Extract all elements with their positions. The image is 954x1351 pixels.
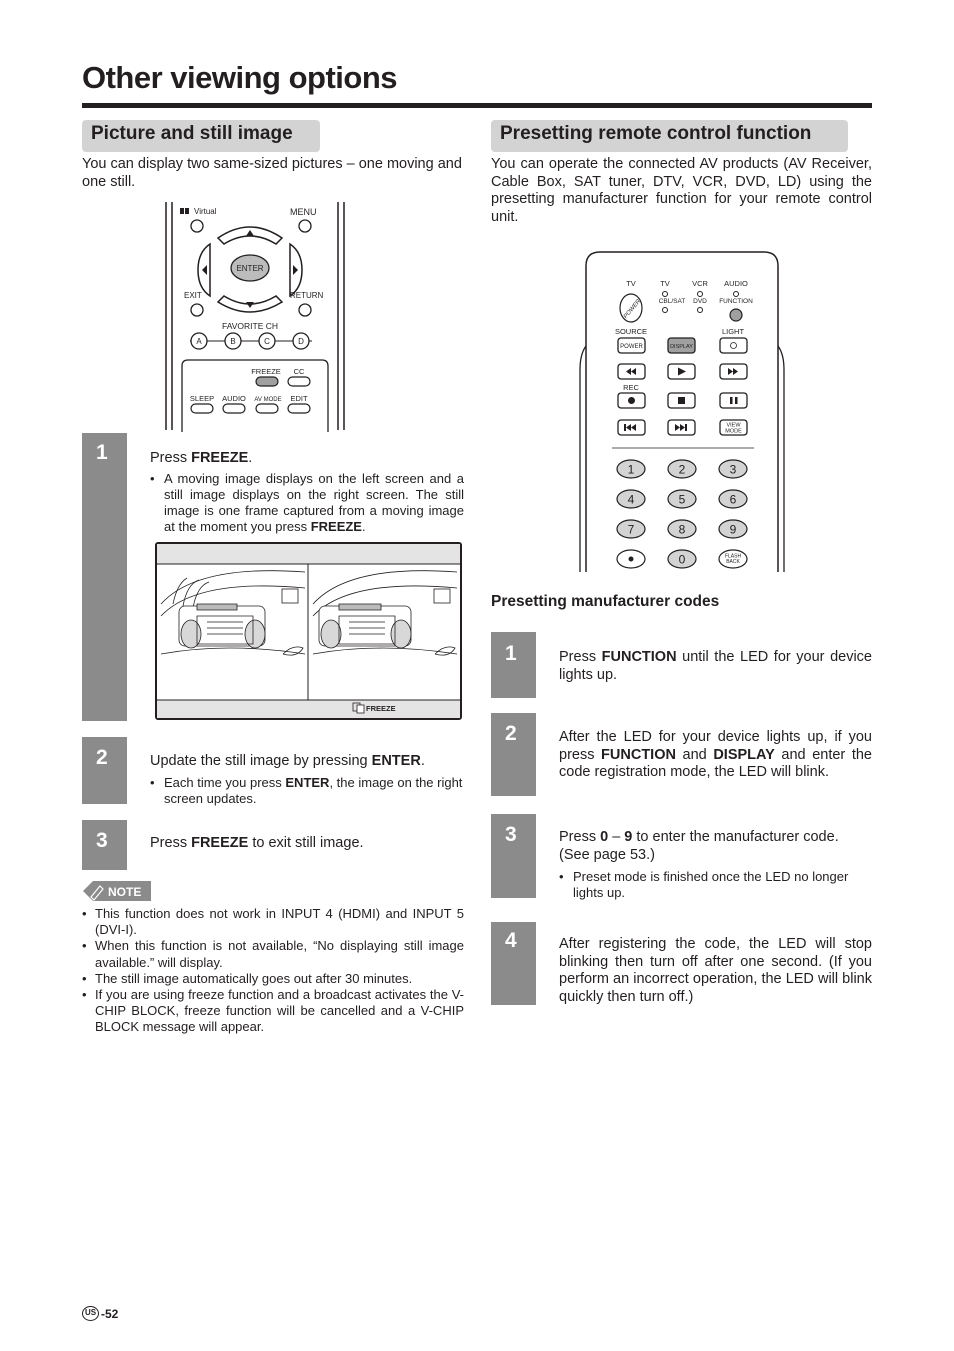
section-heading-picture-still: Picture and still image <box>82 120 320 152</box>
remote-label-favorite: FAVORITE CH <box>221 321 279 331</box>
svg-text:6: 6 <box>729 492 737 507</box>
svg-text:9: 9 <box>729 522 737 537</box>
svg-text:TV: TV <box>660 279 670 288</box>
screen-freeze-label: FREEZE <box>366 704 396 713</box>
page-number <box>82 1306 118 1321</box>
svg-text:CBL/SAT: CBL/SAT <box>658 298 686 305</box>
svg-text:7: 7 <box>627 522 635 537</box>
left-step-2-text: Update the still image by pressing ENTER. <box>150 753 425 769</box>
sleep-button <box>191 404 213 413</box>
freeze-screen-illustration <box>155 542 462 720</box>
svg-text:0: 0 <box>678 552 686 567</box>
audio-button <box>223 404 245 413</box>
exit-button <box>191 304 203 316</box>
svg-text:POWER: POWER <box>622 298 643 320</box>
remote-label-menu: MENU <box>290 207 317 217</box>
svg-text:3: 3 <box>729 462 737 477</box>
svg-text:4: 4 <box>627 492 635 507</box>
remote-illustration-function <box>576 250 788 572</box>
remote-label-return: RETURN <box>290 291 324 300</box>
step-number-1: 1 <box>96 441 108 464</box>
title-rule <box>82 103 872 108</box>
svg-text:POWER: POWER <box>620 344 643 350</box>
right-step-1-text: Press FUNCTION until the LED for your device lights up. <box>559 649 872 683</box>
left-step-3-text: Press FREEZE to exit still image. <box>150 835 364 851</box>
svg-text:A: A <box>196 337 202 346</box>
function-button <box>730 309 742 321</box>
step-number-3: 3 <box>96 829 108 852</box>
right-step-3-bullet: • Preset mode is finished once the LED no longer lights up. <box>559 869 849 900</box>
right-step-2-text: After the LED for your device lights up, if you press FUNCTION and DISPLAY and enter the code registration mode, the LED will blink. <box>559 729 872 780</box>
still-picture <box>313 571 457 655</box>
remote-label-cc: CC <box>293 367 305 376</box>
left-step-2-bullet: • Each time you press ENTER, the image on the right screen updates. <box>150 775 463 806</box>
subheading-manufacturer-codes: Presetting manufacturer codes <box>491 593 720 610</box>
svg-text:REC: REC <box>623 383 639 392</box>
light-button <box>720 338 747 353</box>
svg-text:VIEW: VIEW <box>726 422 741 429</box>
return-button <box>299 304 311 316</box>
edit-button <box>288 404 310 413</box>
svg-text:DISPLAY: DISPLAY <box>670 344 693 350</box>
svg-text:BACK: BACK <box>726 559 740 565</box>
right-step-3-text: Press 0 – 9 to enter the manufacturer code. (See page 53.) <box>559 829 839 863</box>
step-number-3: 3 <box>505 823 517 846</box>
moving-picture <box>161 571 305 655</box>
svg-text:1: 1 <box>627 462 635 477</box>
svg-text:2: 2 <box>678 462 686 477</box>
svg-text:AUDIO: AUDIO <box>222 394 246 403</box>
note-item: • When this function is not available, “No displaying still image available.” will display. <box>82 938 464 970</box>
freeze-button <box>256 377 278 386</box>
page-number-text: -52 <box>101 1306 119 1321</box>
note-list <box>82 906 464 1036</box>
svg-text:VCR: VCR <box>692 279 708 288</box>
svg-text:D: D <box>298 337 304 346</box>
step-number-1: 1 <box>505 642 517 665</box>
enter-label: ENTER <box>236 264 264 273</box>
note-badge <box>82 880 152 902</box>
svg-text:B: B <box>230 337 236 346</box>
svg-text:MODE: MODE <box>725 428 742 435</box>
svg-text:SOURCE: SOURCE <box>614 327 648 336</box>
intro-picture-still: You can display two same-sized pictures – one moving and one still. <box>82 156 462 190</box>
note-item: • This function does not work in INPUT 4 (HDMI) and INPUT 5 (DVI-I). <box>82 906 464 938</box>
av-mode-button <box>256 404 278 413</box>
svg-text:SLEEP: SLEEP <box>189 394 215 403</box>
page-title: Other viewing options <box>82 60 398 95</box>
svg-text:5: 5 <box>678 492 686 507</box>
intro-presetting-remote: You can operate the connected AV products (AV Receiver, Cable Box, SAT tuner, DTV, VCR, DVD, LD) using the presetting manufacturer function for your remote control unit. <box>491 156 872 225</box>
remote-label-freeze: FREEZE <box>251 367 281 376</box>
svg-text:FLASH: FLASH <box>724 553 742 560</box>
left-step-1-text: Press FREEZE. <box>150 450 253 466</box>
remote-illustration-freeze <box>160 200 350 432</box>
left-step-1-bullet: • A moving image displays on the left screen and a still image displays on the right screen. The still image is one frame captured from a moving image at the moment you press FREEZE. <box>150 471 464 534</box>
svg-text:AUDIO: AUDIO <box>724 279 748 288</box>
us-badge: US <box>82 1306 99 1321</box>
svg-text:C: C <box>264 337 270 346</box>
right-step-4-text: After registering the code, the LED will stop blinking then turn off after one second. (If you perform an incorrect operation, the LED will blink quickly then turn off.) <box>559 936 872 1005</box>
svg-text:FUNCTION: FUNCTION <box>719 298 753 305</box>
svg-text:8: 8 <box>678 522 686 537</box>
step-number-2: 2 <box>505 722 517 745</box>
pause-button <box>720 393 747 408</box>
menu-button <box>299 220 311 232</box>
step-number-4: 4 <box>505 929 517 952</box>
svg-text:LIGHT: LIGHT <box>721 327 745 336</box>
section-heading-presetting-remote: Presetting remote control function <box>491 120 848 152</box>
virtual-button <box>191 220 203 232</box>
step-bar-1 <box>82 433 127 721</box>
note-item: • If you are using freeze function and a broadcast activates the V-CHIP BLOCK, freeze function will be cancelled and a V-CHIP BLOCK message will appear. <box>82 987 464 1035</box>
remote-label-virtual: Virtual <box>194 207 217 216</box>
svg-text:DVD: DVD <box>693 298 707 305</box>
svg-text:TV: TV <box>626 279 636 288</box>
svg-text:EDIT: EDIT <box>290 394 308 403</box>
note-item: • The still image automatically goes out after 30 minutes. <box>82 970 413 986</box>
cc-button <box>288 377 310 386</box>
remote-label-exit: EXIT <box>184 291 202 300</box>
step-number-2: 2 <box>96 746 108 769</box>
note-label: NOTE <box>108 885 142 899</box>
svg-text:AV MODE: AV MODE <box>254 397 282 403</box>
